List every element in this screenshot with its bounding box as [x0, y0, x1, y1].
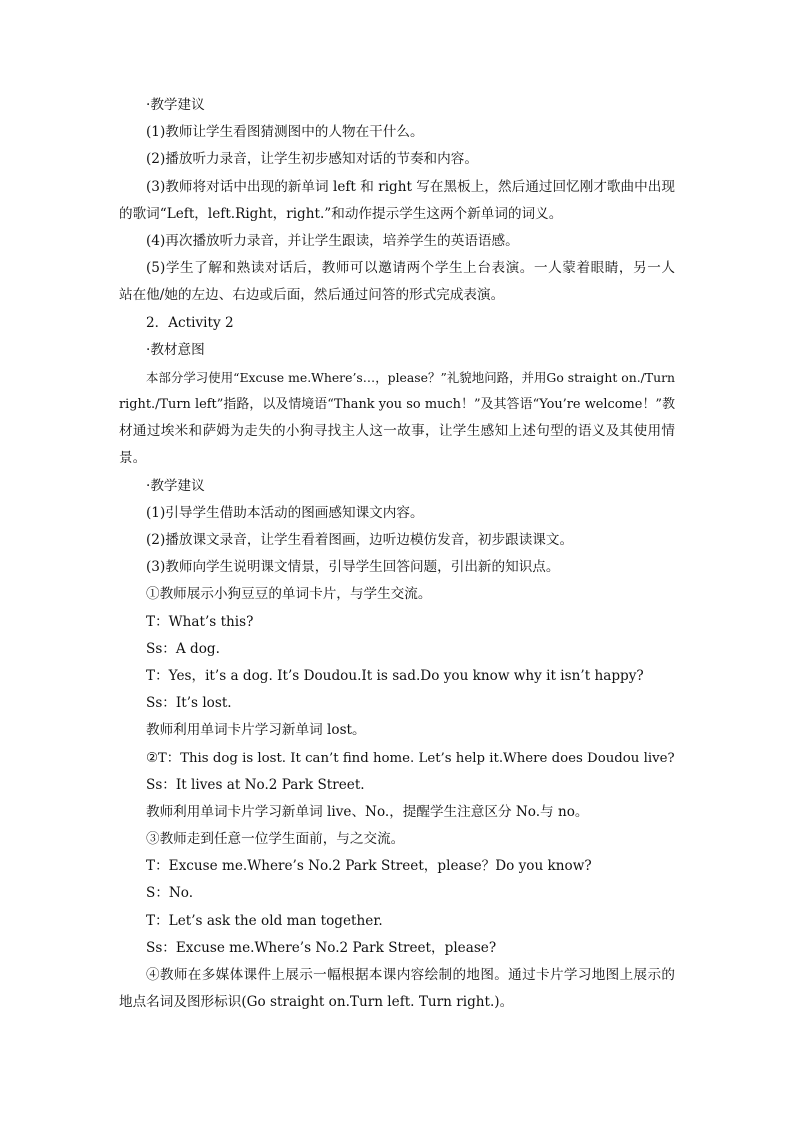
- paragraph-line: (1)教师让学生看图猜测图中的人物在干什么。: [146, 124, 424, 141]
- dialogue-line: T：Excuse me.Where’s No.2 Park Street，please？Do you know?: [146, 858, 592, 875]
- paragraph-line: 的歌词“Left，left.Right，right.”和动作提示学生这两个新单词的词义。: [119, 205, 563, 222]
- dialogue-line: Ss：It’s lost.: [146, 695, 232, 712]
- paragraph-line: (2)播放课文录音，让学生看着图画，边听边模仿发音，初步跟读课文。: [146, 532, 574, 548]
- paragraph-line: 地点名词及图形标识(Go straight on.Turn left. Turn right.)。: [119, 994, 514, 1011]
- paragraph-line: (5)学生了解和熟读对话后，教师可以邀请两个学生上台表演。一人蒙着眼睛，另一人: [146, 260, 675, 277]
- paragraph-line: 教师利用单词卡片学习新单词 live、No.，提醒学生注意区分 No.与 no。: [146, 803, 589, 820]
- section-heading-teaching-suggestions: ·教学建议: [146, 97, 205, 113]
- dialogue-line: S：No.: [146, 885, 194, 902]
- dialogue-line: Ss：A dog.: [146, 640, 220, 657]
- dialogue-line: T：What’s this?: [146, 613, 254, 630]
- paragraph-line: 景。: [119, 450, 147, 467]
- paragraph-line: ④教师在多媒体课件上展示一幅根据本课内容绘制的地图。通过卡片学习地图上展示的: [146, 967, 675, 983]
- paragraph-line: (3)教师将对话中出现的新单词 left 和 right 写在黑板上，然后通过回忆刚才歌曲中出现: [146, 178, 675, 195]
- dialogue-line: Ss：It lives at No.2 Park Street.: [146, 776, 365, 793]
- paragraph-line: 教师利用单词卡片学习新单词 lost。: [146, 722, 366, 739]
- paragraph-line: (4)再次播放听力录音，并让学生跟读，培养学生的英语语感。: [146, 232, 519, 249]
- dialogue-line: Ss：Excuse me.Where’s No.2 Park Street，please?: [146, 939, 497, 956]
- paragraph-line: right./Turn left”指路，以及情境语“Thank you so much！”及其答语“You’re welcome！”教: [119, 397, 675, 413]
- document-page: [119, 92, 675, 1016]
- paragraph-line: (1)引导学生借助本活动的图画感知课文内容。: [146, 504, 424, 521]
- paragraph-line: ③教师走到任意一位学生面前，与之交流。: [146, 831, 405, 848]
- paragraph-line: 本部分学习使用“Excuse me.Where’s…，please？”礼貌地问路，并用Go straight on./Turn: [146, 369, 675, 385]
- dialogue-line: ②T：This dog is lost. It can’t find home. Let’s help it.Where does Doudou live?: [146, 750, 675, 766]
- section-heading-activity-2: 2．Activity 2: [146, 314, 234, 331]
- paragraph-line: 站在他/她的左边、右边或后面，然后通过问答的形式完成表演。: [119, 287, 505, 304]
- paragraph-line: ①教师展示小狗豆豆的单词卡片，与学生交流。: [146, 586, 432, 603]
- paragraph-line: 材通过埃米和萨姆为走失的小狗寻找主人这一故事，让学生感知上述句型的语义及其使用情: [119, 423, 675, 440]
- section-heading-material-intent: ·教材意图: [146, 341, 205, 358]
- section-heading-teaching-suggestions: ·教学建议: [146, 477, 205, 494]
- paragraph-line: (2)播放听力录音，让学生初步感知对话的节奏和内容。: [146, 151, 478, 168]
- paragraph-line: (3)教师向学生说明课文情景，引导学生回答问题，引出新的知识点。: [146, 559, 560, 576]
- dialogue-line: T：Let’s ask the old man together.: [146, 912, 383, 929]
- dialogue-line: T：Yes，it’s a dog. It’s Doudou.It is sad.Do you know why it isn’t happy?: [146, 667, 644, 684]
